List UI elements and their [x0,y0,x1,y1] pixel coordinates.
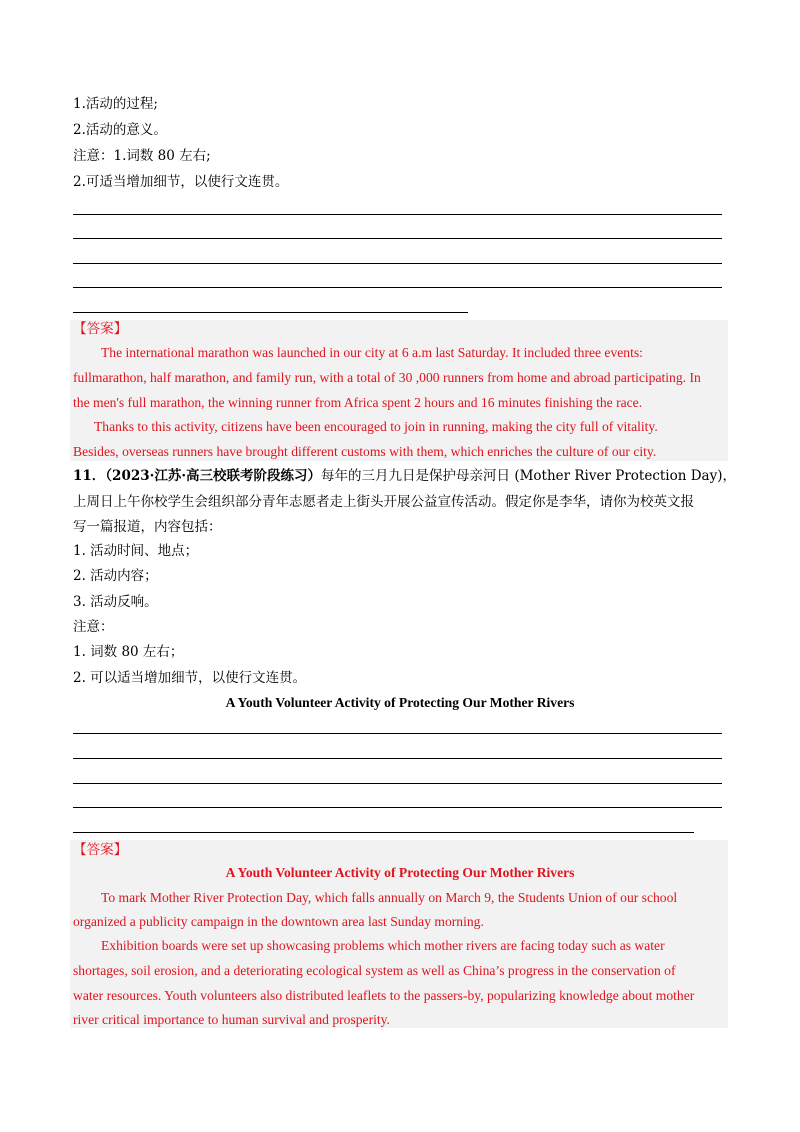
answer-text-line: Thanks to this activity, citizens have been encouraged to join in running, making the city full of vitality. [94,419,658,434]
task10-note-2: 2.可适当增加细节，以使行文连贯。 [73,174,289,190]
writing-line [73,287,722,288]
task11-number: 11． [73,468,106,484]
task10-note-1: 注意：1.词数 80 左右; [73,148,211,164]
writing-line [73,758,722,759]
answer-box-10 [70,320,728,461]
task11-prompt-line3: 写一篇报道，内容包括： [73,519,222,535]
answer-text-line: fullmarathon, half marathon, and family run, with a total of 30 ,000 runners from home and abroad participating. In [73,370,701,385]
task11-prompt-line1: 每年的三月九日是保护母亲河日 (Mother River Protection Day)， [321,468,736,484]
writing-line [73,783,722,784]
writing-line [73,733,722,734]
writing-line [73,263,722,264]
task11-title: A Youth Volunteer Activity of Protecting Our Mother Rivers [225,695,575,710]
writing-line [73,238,722,239]
writing-line [73,214,722,215]
answer-text-line: The international marathon was launched in our city at 6 a.m last Saturday. It included three events: [101,345,643,360]
task11-note-1: 1. 词数 80 左右； [73,644,184,660]
task11-source: （2023·江苏·高三校联考阶段练习） [105,468,322,484]
answer-text-line: shortages, soil erosion, and a deteriorating ecological system as well as China’s progress in the conservation of [73,963,676,978]
answer-text-line: To mark Mother River Protection Day, which falls annually on March 9, the Students Union of our school [101,890,678,905]
writing-line [73,312,468,313]
answer-label: 【答案】 [73,321,128,336]
task11-item-1: 1. 活动时间、地点； [73,543,199,559]
task10-item-1: 1.活动的过程; [73,96,158,112]
task11-prompt-line2: 上周日上午你校学生会组织部分青年志愿者走上街头开展公益宣传活动。假定你是李华，请你为校英文报 [73,494,694,510]
task10-item-2: 2.活动的意义。 [73,122,167,138]
answer-label: 【答案】 [73,842,128,857]
answer-text-line: Besides, overseas runners have brought different customs with them, which enriches the culture of our city. [73,444,657,459]
task11-item-3: 3. 活动反响。 [73,594,158,610]
task11-note-label: 注意： [73,619,114,635]
answer-text-line: Exhibition boards were set up showcasing problems which mother rivers are facing today such as water [101,938,665,953]
answer-text-line: water resources. Youth volunteers also distributed leaflets to the passers-by, popularizing knowledge about mother [73,988,695,1003]
answer-text-line: organized a publicity campaign in the downtown area last Sunday morning. [73,914,484,929]
answer-text-line: the men's full marathon, the winning runner from Africa spent 2 hours and 16 minutes finishing the race. [73,395,643,410]
answer-text-line: river critical importance to human survival and prosperity. [73,1012,390,1027]
answer-title: A Youth Volunteer Activity of Protecting Our Mother Rivers [225,865,575,880]
task11-header [73,467,736,485]
task11-item-2: 2. 活动内容； [73,568,158,584]
writing-line [73,832,694,833]
task11-note-2: 2. 可以适当增加细节，以使行文连贯。 [73,670,307,686]
writing-line [73,807,722,808]
